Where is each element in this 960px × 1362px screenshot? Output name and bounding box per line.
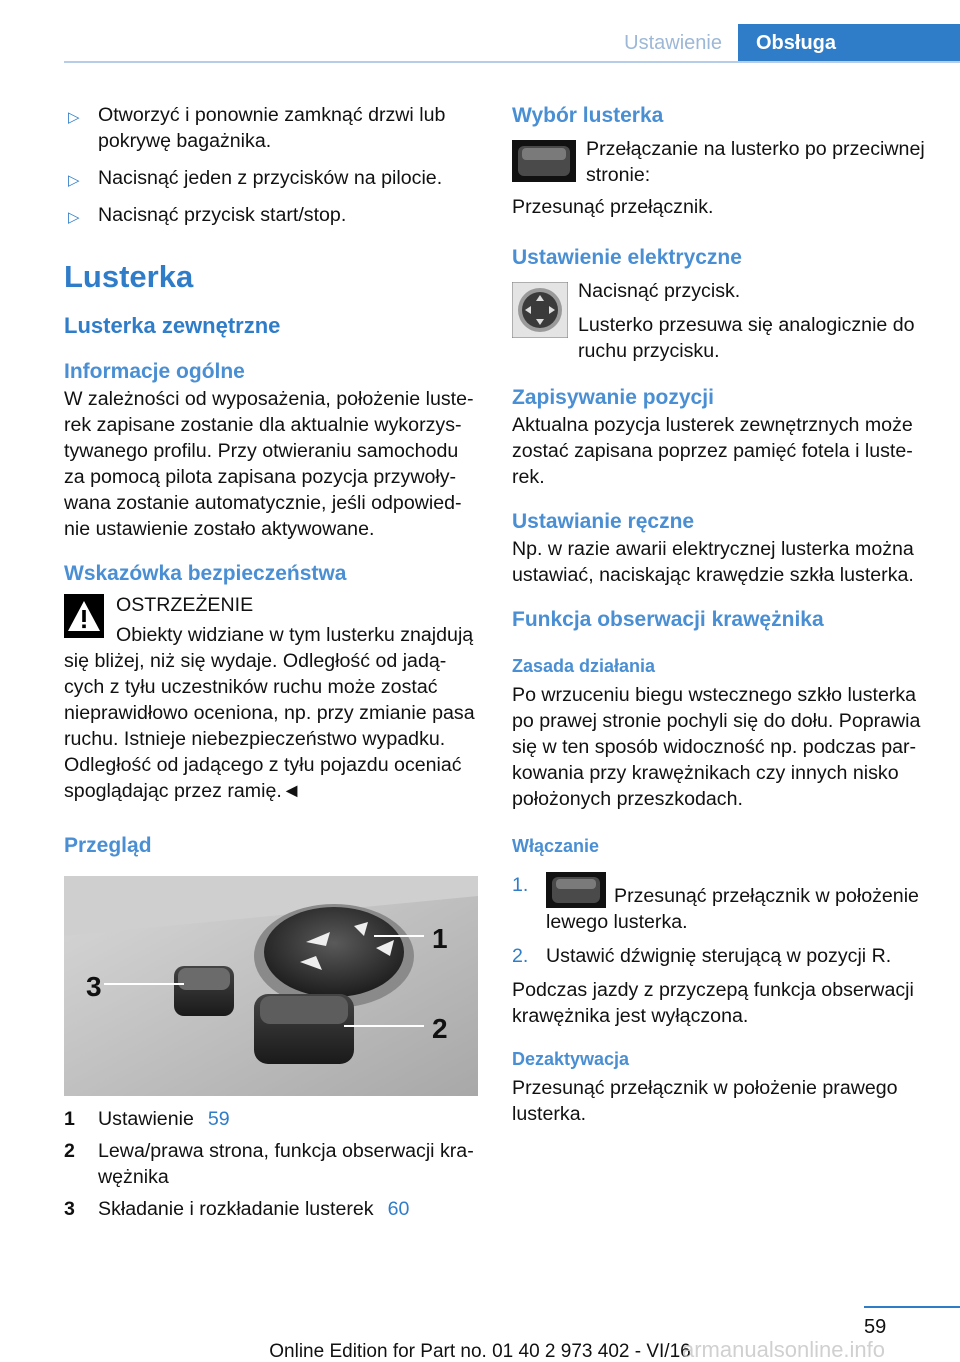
right-column — [512, 102, 932, 1127]
heading-deactivation: Dezaktywacja — [512, 1049, 630, 1069]
activation-steps — [512, 872, 932, 969]
heading-principle: Zasada działania — [512, 656, 656, 676]
heading-safety-note: Wskazówka bezpieczeństwa — [64, 562, 347, 585]
principle-text: Po wrzuceniu biegu wstecznego szkło lusterka po prawej stronie pochyli się do dołu. Poprawia się w ten sposób widoczność np. podczas parkowania przy krawężnikach czy innych nisko położonych przeszkodach. — [512, 684, 921, 810]
heading-electric-adjust: Ustawienie elektryczne — [512, 246, 742, 269]
figure-label-3: 3 — [86, 971, 102, 1002]
page-number: 59 — [864, 1316, 887, 1338]
deactivation-text: Przesunąć przełącznik w położenie prawego lusterka. — [512, 1077, 898, 1125]
step-bullets — [64, 102, 478, 228]
legend-item: 1 Ustawienie 59 — [64, 1108, 230, 1130]
footer-rule — [864, 1306, 960, 1308]
heading-save-position: Zapisywanie pozycji — [512, 386, 714, 409]
warning-block — [64, 592, 478, 648]
electric-line-1: Nacisnąć przycisk. — [578, 280, 741, 302]
heading-overview: Przegląd — [64, 834, 152, 857]
watermark: armanualsonline.info — [682, 1337, 886, 1362]
header-rule — [64, 61, 960, 63]
legend-item: 2 Lewa/prawa strona, funkcja obserwacji krawężnika — [64, 1140, 474, 1188]
select-icon-row — [512, 136, 932, 188]
figure-label-1: 1 — [432, 923, 448, 954]
triangle-bullet-icon: ▷ — [68, 109, 80, 126]
left-column — [64, 102, 478, 1228]
figure-label-2: 2 — [432, 1013, 448, 1044]
bullet-item: ▷ Nacisnąć jeden z przycisków na pilocie. — [64, 165, 478, 191]
warning-text: się bliżej, niż się wydaje. Odległość od jadących z tyłu uczestników ruchu może zostać nieprawidłowo oceniona, np. przy zmianie pasa ruchu. Istnieje niebezpieczeństwo wypadku. Odległość od jadącego z tyłu pojazdu oceniać spoglądając przez ramię.◄ — [64, 650, 475, 802]
chapter-tab: Obsługa — [738, 24, 960, 62]
step-item: 2. Ustawić dźwignię sterującą w pozycji R. — [512, 945, 892, 967]
page-ref-link[interactable]: 59 — [207, 1108, 230, 1130]
warning-text-first: Obiekty widziane w tym lusterku znajdują — [116, 624, 474, 646]
manual-text: Np. w razie awarii elektrycznej lusterka można ustawiać, naciskając krawędzie szkła lusterka. — [512, 538, 914, 586]
heading-general-info: Informacje ogólne — [64, 360, 245, 383]
bullet-item: ▷ Nacisnąć przycisk start/stop. — [64, 202, 478, 228]
electric-line-2: Lusterko przesuwa się analogicznie do ruchu przycisku. — [578, 314, 915, 362]
figure-legend — [64, 1106, 478, 1222]
heading-activation: Włączanie — [512, 836, 600, 856]
heading-curb-function: Funkcja obserwacji krawężnika — [512, 608, 824, 631]
page-ref-link[interactable]: 60 — [387, 1198, 410, 1220]
warning-title: OSTRZEŻENIE — [116, 594, 254, 616]
heading-mirror-select: Wybór lusterka — [512, 104, 664, 127]
warning-triangle-icon — [64, 594, 104, 638]
trailer-text: Podczas jazdy z przyczepą funkcja obserwacji krawężnika jest wyłączona. — [512, 979, 914, 1027]
mirror-select-switch-icon — [512, 140, 576, 182]
edition-footer: Online Edition for Part no. 01 40 2 973 402 - VI/16 — [269, 1341, 691, 1362]
header-tabs — [610, 24, 960, 62]
bullet-item: ▷ Otworzyć i ponownie zamknąć drzwi lub pokrywę bagażnika. — [68, 104, 446, 152]
mirror-switch-illustration — [64, 876, 478, 1096]
general-info-text: W zależności od wyposażenia, położenie lusterek zapisane zostanie dla aktualnie wykorzystywanego profilu. Przy otwieraniu samochodu za pomocą pilota zapisana pozycja przywoływana zostanie automatycznie, jeśli odpowiednie ustawienie zostało aktywowane. — [64, 388, 474, 540]
electric-icon-row — [512, 278, 932, 364]
mirror-joystick-icon — [512, 282, 568, 338]
heading-exterior-mirrors: Lusterka zewnętrzne — [64, 313, 281, 338]
heading-manual-adjust: Ustawianie ręczne — [512, 510, 695, 533]
save-text: Aktualna pozycja lusterek zewnętrznych może zostać zapisana poprzez pamięć fotela i lusterek. — [512, 414, 913, 488]
mirror-control-photo — [64, 876, 478, 1096]
select-icon-text: Przełączanie na lusterko po przeciwnej stronie: — [586, 138, 925, 186]
triangle-bullet-icon: ▷ — [68, 172, 80, 189]
legend-item: 3 Składanie i rozkładanie lusterek 60 — [64, 1198, 410, 1220]
heading-mirrors: Lusterka — [64, 259, 194, 294]
select-text: Przesunąć przełącznik. — [512, 196, 714, 218]
mirror-select-switch-icon — [546, 872, 606, 908]
triangle-bullet-icon: ▷ — [68, 209, 80, 226]
step-item: 1. Przesunąć przełącznik w położenie lewego lusterka. — [512, 874, 919, 933]
section-tab: Ustawienie — [610, 24, 738, 62]
